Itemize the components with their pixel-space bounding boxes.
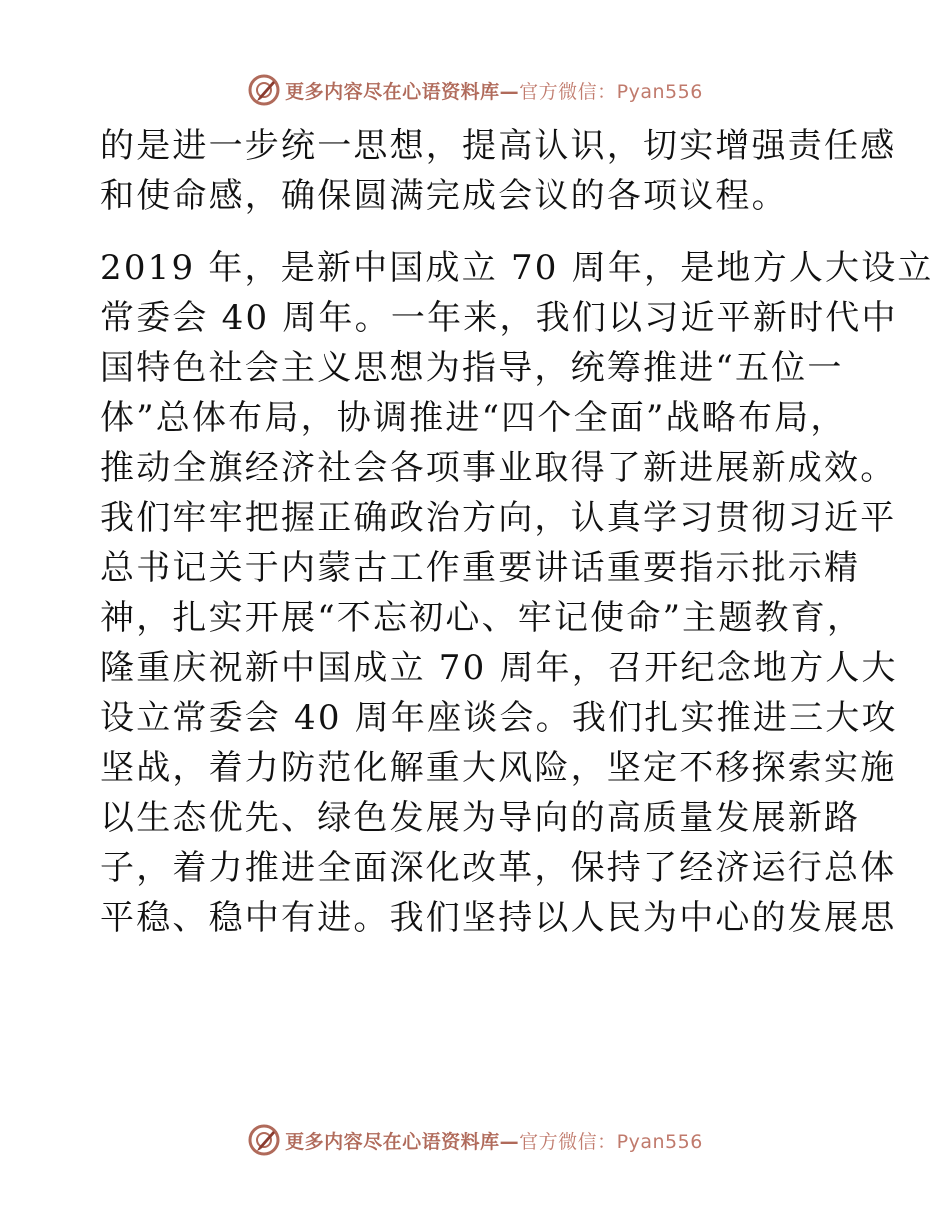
text-line: 我们牢牢把握正确政治方向，认真学习贯彻习近平 <box>100 498 897 538</box>
text-line: 子，着力推进全面深化改革，保持了经济运行总体 <box>100 848 897 888</box>
watermark-text <box>285 77 703 104</box>
watermark-text <box>285 1127 703 1154</box>
text-line: 国特色社会主义思想为指导，统筹推进“五位一 <box>100 348 844 388</box>
text-line: 隆重庆祝新中国成立 70 周年，召开纪念地方人大 <box>100 648 898 688</box>
text-line: 体”总体布局，协调推进“四个全面”战略布局， <box>100 398 847 438</box>
text-line: 推动全旗经济社会各项事业取得了新进展新成效。 <box>100 448 897 488</box>
text-line: 的是进一步统一思想，提高认识，切实增强责任感 <box>100 126 897 166</box>
footer-watermark <box>0 1120 950 1160</box>
watermark-brand: 更多内容尽在心语资料库— <box>285 1130 520 1153</box>
text-line: 2019 年，是新中国成立 70 周年，是地方人大设立 <box>100 248 934 288</box>
header-watermark <box>0 70 950 110</box>
text-line: 平稳、稳中有进。我们坚持以人民为中心的发展思 <box>100 898 897 938</box>
paragraph-1 <box>100 121 897 221</box>
text-line: 常委会 40 周年。一年来，我们以习近平新时代中 <box>100 298 898 338</box>
watermark-wechat: 官方微信：Pyan556 <box>519 80 703 103</box>
text-line: 以生态优先、绿色发展为导向的高质量发展新路 <box>100 798 861 838</box>
brand-logo-icon <box>247 1123 281 1157</box>
text-line: 坚战，着力防范化解重大风险，坚定不移探索实施 <box>100 748 897 788</box>
paragraph-2 <box>100 243 934 943</box>
brand-logo-icon <box>247 73 281 107</box>
text-line: 总书记关于内蒙古工作重要讲话重要指示批示精 <box>100 548 861 588</box>
document-body <box>100 121 934 943</box>
text-line: 设立常委会 40 周年座谈会。我们扎实推进三大攻 <box>100 698 898 738</box>
text-line: 和使命感，确保圆满完成会议的各项议程。 <box>100 176 788 216</box>
watermark-wechat: 官方微信：Pyan556 <box>519 1130 703 1153</box>
watermark-brand: 更多内容尽在心语资料库— <box>285 80 520 103</box>
text-line: 神，扎实开展“不忘初心、牢记使命”主题教育， <box>100 598 864 638</box>
